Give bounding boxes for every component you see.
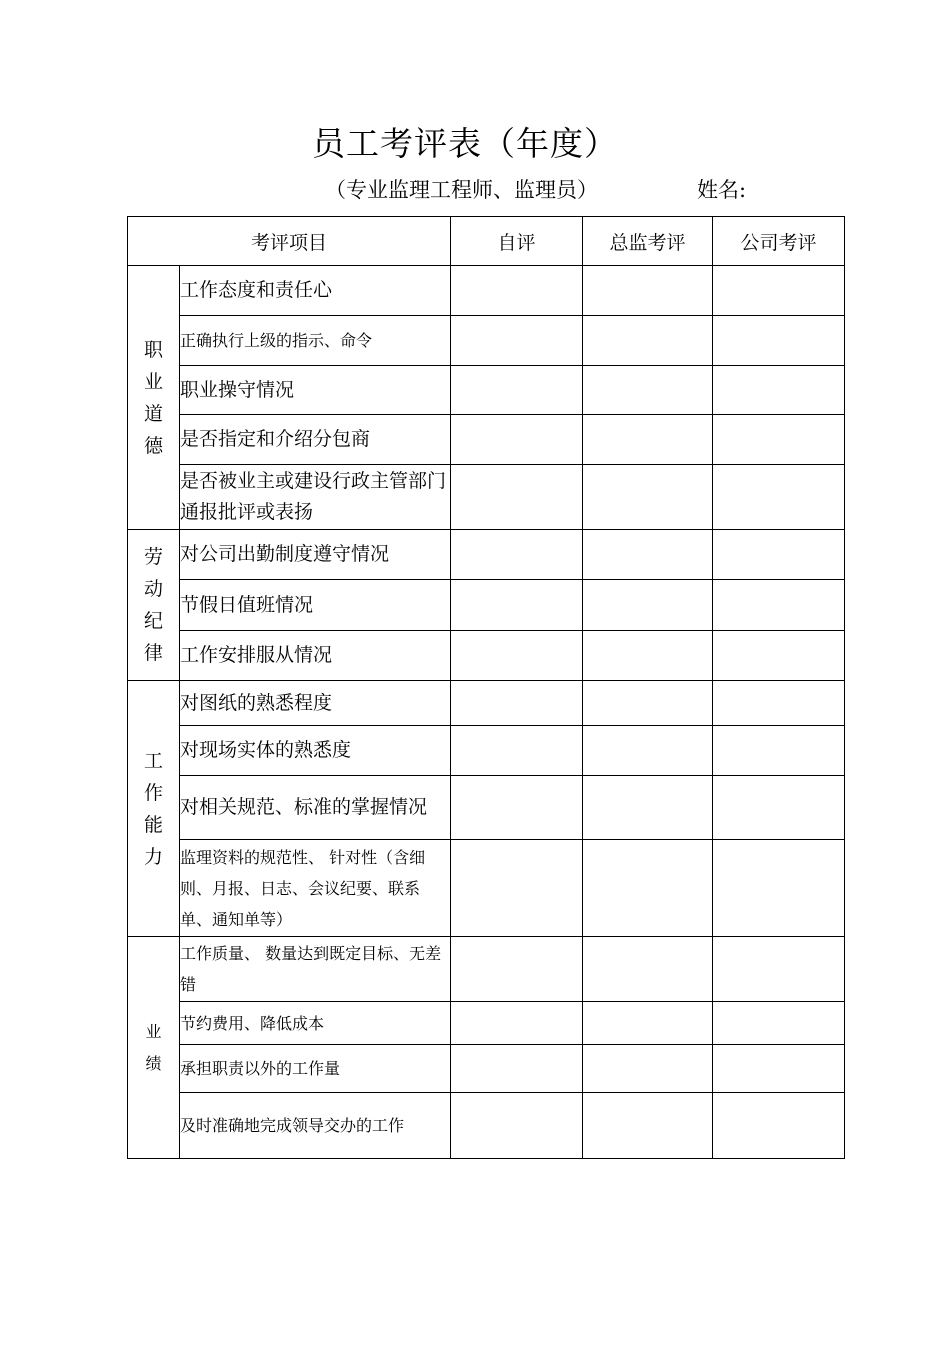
item-label: 是否指定和介绍分包商 bbox=[180, 415, 451, 465]
director-eval-cell[interactable] bbox=[583, 681, 713, 726]
table-row bbox=[128, 415, 845, 465]
director-eval-cell[interactable] bbox=[583, 415, 713, 465]
director-eval-cell[interactable] bbox=[583, 465, 713, 530]
item-label: 工作安排服从情况 bbox=[180, 631, 451, 681]
company-eval-cell[interactable] bbox=[713, 840, 845, 937]
self-eval-cell[interactable] bbox=[451, 266, 583, 316]
item-label: 承担职责以外的工作量 bbox=[180, 1045, 451, 1093]
table-row bbox=[128, 937, 845, 1002]
company-eval-cell[interactable] bbox=[713, 316, 845, 366]
director-eval-cell[interactable] bbox=[583, 580, 713, 631]
item-label: 工作态度和责任心 bbox=[180, 266, 451, 316]
company-eval-cell[interactable] bbox=[713, 530, 845, 580]
evaluation-table bbox=[127, 216, 845, 1159]
header-item: 考评项目 bbox=[128, 217, 451, 266]
item-label: 监理资料的规范性、 针对性（含细则、月报、日志、会议纪要、联系单、通知单等） bbox=[180, 840, 451, 937]
category-discipline: 劳动纪律 bbox=[128, 530, 180, 681]
director-eval-cell[interactable] bbox=[583, 266, 713, 316]
company-eval-cell[interactable] bbox=[713, 1093, 845, 1159]
self-eval-cell[interactable] bbox=[451, 316, 583, 366]
company-eval-cell[interactable] bbox=[713, 776, 845, 840]
self-eval-cell[interactable] bbox=[451, 465, 583, 530]
director-eval-cell[interactable] bbox=[583, 726, 713, 776]
director-eval-cell[interactable] bbox=[583, 1002, 713, 1045]
item-label: 对公司出勤制度遵守情况 bbox=[180, 530, 451, 580]
item-label: 及时准确地完成领导交办的工作 bbox=[180, 1093, 451, 1159]
company-eval-cell[interactable] bbox=[713, 681, 845, 726]
self-eval-cell[interactable] bbox=[451, 776, 583, 840]
self-eval-cell[interactable] bbox=[451, 726, 583, 776]
company-eval-cell[interactable] bbox=[713, 266, 845, 316]
director-eval-cell[interactable] bbox=[583, 937, 713, 1002]
self-eval-cell[interactable] bbox=[451, 530, 583, 580]
table-row bbox=[128, 316, 845, 366]
self-eval-cell[interactable] bbox=[451, 415, 583, 465]
director-eval-cell[interactable] bbox=[583, 1045, 713, 1093]
header-director-eval: 总监考评 bbox=[583, 217, 713, 266]
table-row bbox=[128, 266, 845, 316]
name-label: 姓名: bbox=[697, 178, 747, 202]
company-eval-cell[interactable] bbox=[713, 726, 845, 776]
table-row bbox=[128, 1045, 845, 1093]
self-eval-cell[interactable] bbox=[451, 1045, 583, 1093]
table-row bbox=[128, 631, 845, 681]
self-eval-cell[interactable] bbox=[451, 580, 583, 631]
director-eval-cell[interactable] bbox=[583, 840, 713, 937]
self-eval-cell[interactable] bbox=[451, 366, 583, 415]
table-row bbox=[128, 1093, 845, 1159]
table-row bbox=[128, 681, 845, 726]
company-eval-cell[interactable] bbox=[713, 631, 845, 681]
table-row bbox=[128, 1002, 845, 1045]
item-label: 节假日值班情况 bbox=[180, 580, 451, 631]
category-ability: 工作能力 bbox=[128, 681, 180, 937]
company-eval-cell[interactable] bbox=[713, 1045, 845, 1093]
item-label: 对相关规范、标准的掌握情况 bbox=[180, 776, 451, 840]
category-performance: 业绩 bbox=[128, 937, 180, 1159]
table-row bbox=[128, 726, 845, 776]
table-row bbox=[128, 366, 845, 415]
company-eval-cell[interactable] bbox=[713, 937, 845, 1002]
self-eval-cell[interactable] bbox=[451, 840, 583, 937]
self-eval-cell[interactable] bbox=[451, 631, 583, 681]
self-eval-cell[interactable] bbox=[451, 681, 583, 726]
company-eval-cell[interactable] bbox=[713, 465, 845, 530]
item-label: 对图纸的熟悉程度 bbox=[180, 681, 451, 726]
item-label: 工作质量、 数量达到既定目标、无差错 bbox=[180, 937, 451, 1002]
item-label: 节约费用、降低成本 bbox=[180, 1002, 451, 1045]
item-label: 正确执行上级的指示、命令 bbox=[180, 316, 451, 366]
table-row bbox=[128, 465, 845, 530]
director-eval-cell[interactable] bbox=[583, 366, 713, 415]
page-subtitle: （专业监理工程师、监理员） bbox=[325, 178, 598, 202]
director-eval-cell[interactable] bbox=[583, 776, 713, 840]
director-eval-cell[interactable] bbox=[583, 316, 713, 366]
page-title: 员工考评表（年度） bbox=[312, 124, 618, 163]
table-row bbox=[128, 776, 845, 840]
company-eval-cell[interactable] bbox=[713, 1002, 845, 1045]
self-eval-cell[interactable] bbox=[451, 1002, 583, 1045]
self-eval-cell[interactable] bbox=[451, 937, 583, 1002]
table-row bbox=[128, 580, 845, 631]
header-row bbox=[128, 217, 845, 266]
category-ethics: 职业道德 bbox=[128, 266, 180, 530]
header-company-eval: 公司考评 bbox=[713, 217, 845, 266]
company-eval-cell[interactable] bbox=[713, 580, 845, 631]
director-eval-cell[interactable] bbox=[583, 530, 713, 580]
item-label: 是否被业主或建设行政主管部门通报批评或表扬 bbox=[180, 465, 451, 530]
header-self-eval: 自评 bbox=[451, 217, 583, 266]
company-eval-cell[interactable] bbox=[713, 415, 845, 465]
director-eval-cell[interactable] bbox=[583, 1093, 713, 1159]
director-eval-cell[interactable] bbox=[583, 631, 713, 681]
table-row bbox=[128, 840, 845, 937]
company-eval-cell[interactable] bbox=[713, 366, 845, 415]
table-row bbox=[128, 530, 845, 580]
self-eval-cell[interactable] bbox=[451, 1093, 583, 1159]
item-label: 职业操守情况 bbox=[180, 366, 451, 415]
item-label: 对现场实体的熟悉度 bbox=[180, 726, 451, 776]
